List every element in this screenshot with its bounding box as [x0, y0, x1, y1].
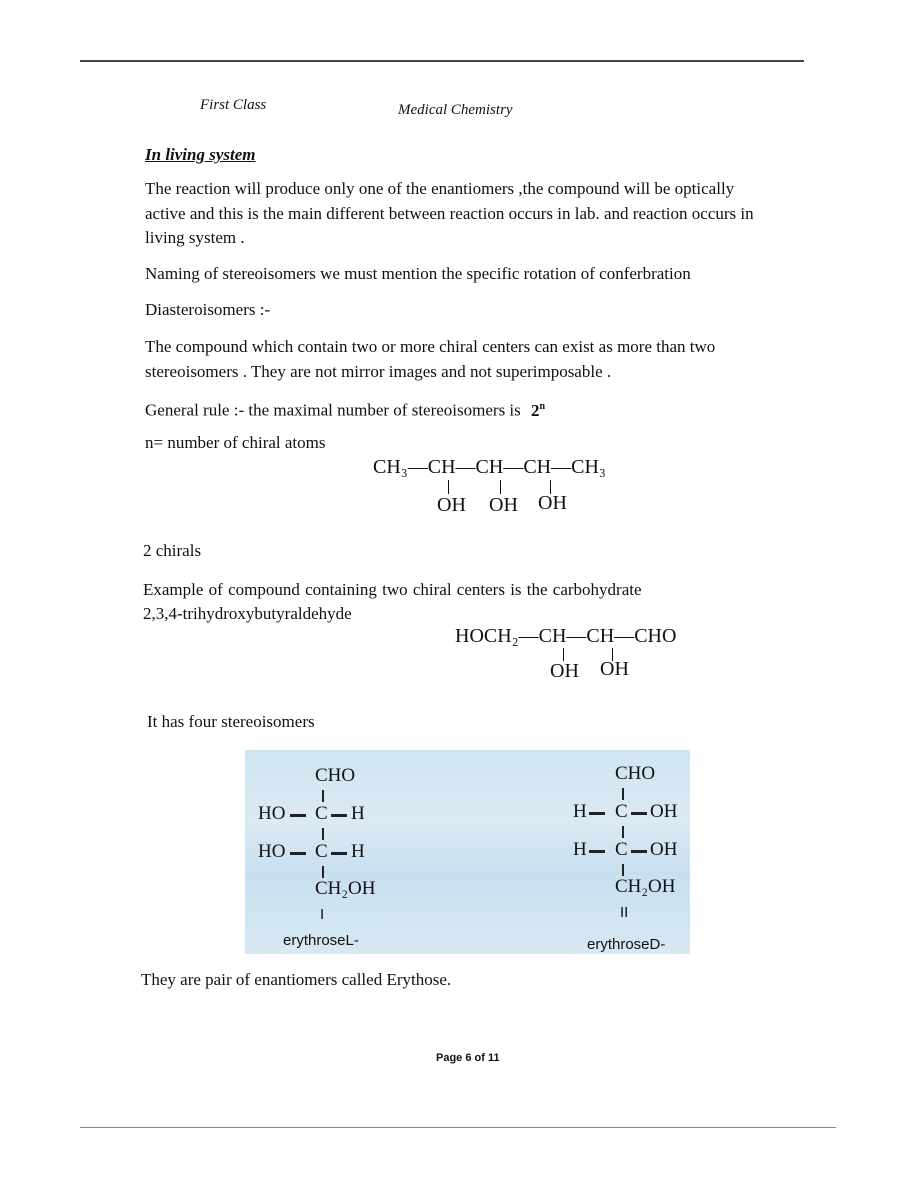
wedge-bond: [631, 812, 647, 815]
structure1-sub: OH: [437, 494, 466, 516]
paragraph-line: They are pair of enantiomers called Erythose.: [141, 970, 452, 989]
right-ch2oh: CH₂OH: [615, 876, 676, 897]
right-caption: erythroseD-: [587, 936, 666, 953]
bond: [448, 480, 449, 494]
wedge-bond: [589, 850, 605, 853]
bond: [622, 864, 624, 876]
top-rule: [80, 60, 804, 62]
wedge-bond: [331, 852, 347, 855]
structure2-sub: OH: [550, 660, 579, 682]
right-r2-c: C: [615, 839, 628, 860]
structure1-main: CH₃—CH—CH—CH—CH₃: [373, 456, 606, 478]
stereoisomers-figure: [245, 750, 690, 954]
left-cho: CHO: [315, 765, 356, 786]
right-r1-left: H: [573, 801, 587, 822]
paragraph-line: Naming of stereoisomers we must mention the specific rotation of conferbration: [145, 264, 691, 283]
right-cho: CHO: [615, 763, 656, 784]
header-class: First Class: [200, 97, 267, 113]
paragraph-line: n= number of chiral atoms: [145, 433, 326, 452]
paragraph-line: 2,3,4-trihydroxybutyraldehyde: [143, 604, 352, 623]
right-r1-c: C: [615, 801, 628, 822]
paragraph-line: 2 chirals: [143, 541, 202, 560]
paragraph-line: The compound which contain two or more chiral centers can exist as more than two: [145, 337, 716, 356]
general-rule-text: General rule :- the maximal number of stereoisomers is: [145, 400, 521, 420]
wedge-bond: [631, 850, 647, 853]
left-r2-right: H: [351, 841, 365, 862]
paragraph-line: Example of compound containing two chiral centers is the carbohydrate: [143, 580, 642, 599]
paragraph-line: living system .: [145, 228, 245, 247]
left-ch2oh: CH₂OH: [315, 878, 376, 899]
wedge-bond: [290, 852, 306, 855]
bond: [500, 480, 501, 494]
wedge-bond: [290, 814, 306, 817]
formula-base: 2: [531, 400, 540, 420]
bond: [322, 828, 324, 840]
right-numeral: II: [620, 904, 629, 921]
right-r2-left: H: [573, 839, 587, 860]
bond: [622, 788, 624, 800]
paragraph-line: active and this is the main different between reaction occurs in lab. and reaction occurs in: [145, 204, 754, 223]
bond: [322, 790, 324, 802]
bottom-rule: [80, 1127, 836, 1128]
bond: [322, 866, 324, 878]
page-number: Page 6 of 11: [436, 1052, 500, 1064]
left-r2-left: HO: [258, 841, 286, 862]
paragraph-line: It has four stereoisomers: [147, 712, 315, 731]
paragraph-line: Diasteroisomers :-: [145, 300, 271, 319]
structure1-sub: OH: [538, 492, 567, 514]
left-r1-c: C: [315, 803, 328, 824]
left-r2-c: C: [315, 841, 328, 862]
formula-exponent: n: [539, 401, 546, 412]
left-numeral: I: [320, 906, 325, 923]
left-r1-left: HO: [258, 803, 286, 824]
wedge-bond: [589, 812, 605, 815]
left-r1-right: H: [351, 803, 365, 824]
paragraph-line: The reaction will produce only one of the enantiomers ,the compound will be optically: [145, 179, 735, 198]
bond: [622, 826, 624, 838]
structure2-main: HOCH₂—CH—CH—CHO: [455, 625, 677, 647]
right-r2-right: OH: [650, 839, 678, 860]
header-subject: Medical Chemistry: [398, 102, 513, 118]
left-caption: erythroseL-: [283, 932, 359, 949]
section-title: In living system: [145, 145, 256, 164]
paragraph-line: stereoisomers . They are not mirror images and not superimposable .: [145, 362, 612, 381]
structure2-sub: OH: [600, 658, 629, 680]
paragraph-line: [145, 397, 545, 421]
structure1-sub: OH: [489, 494, 518, 516]
wedge-bond: [331, 814, 347, 817]
right-r1-right: OH: [650, 801, 678, 822]
